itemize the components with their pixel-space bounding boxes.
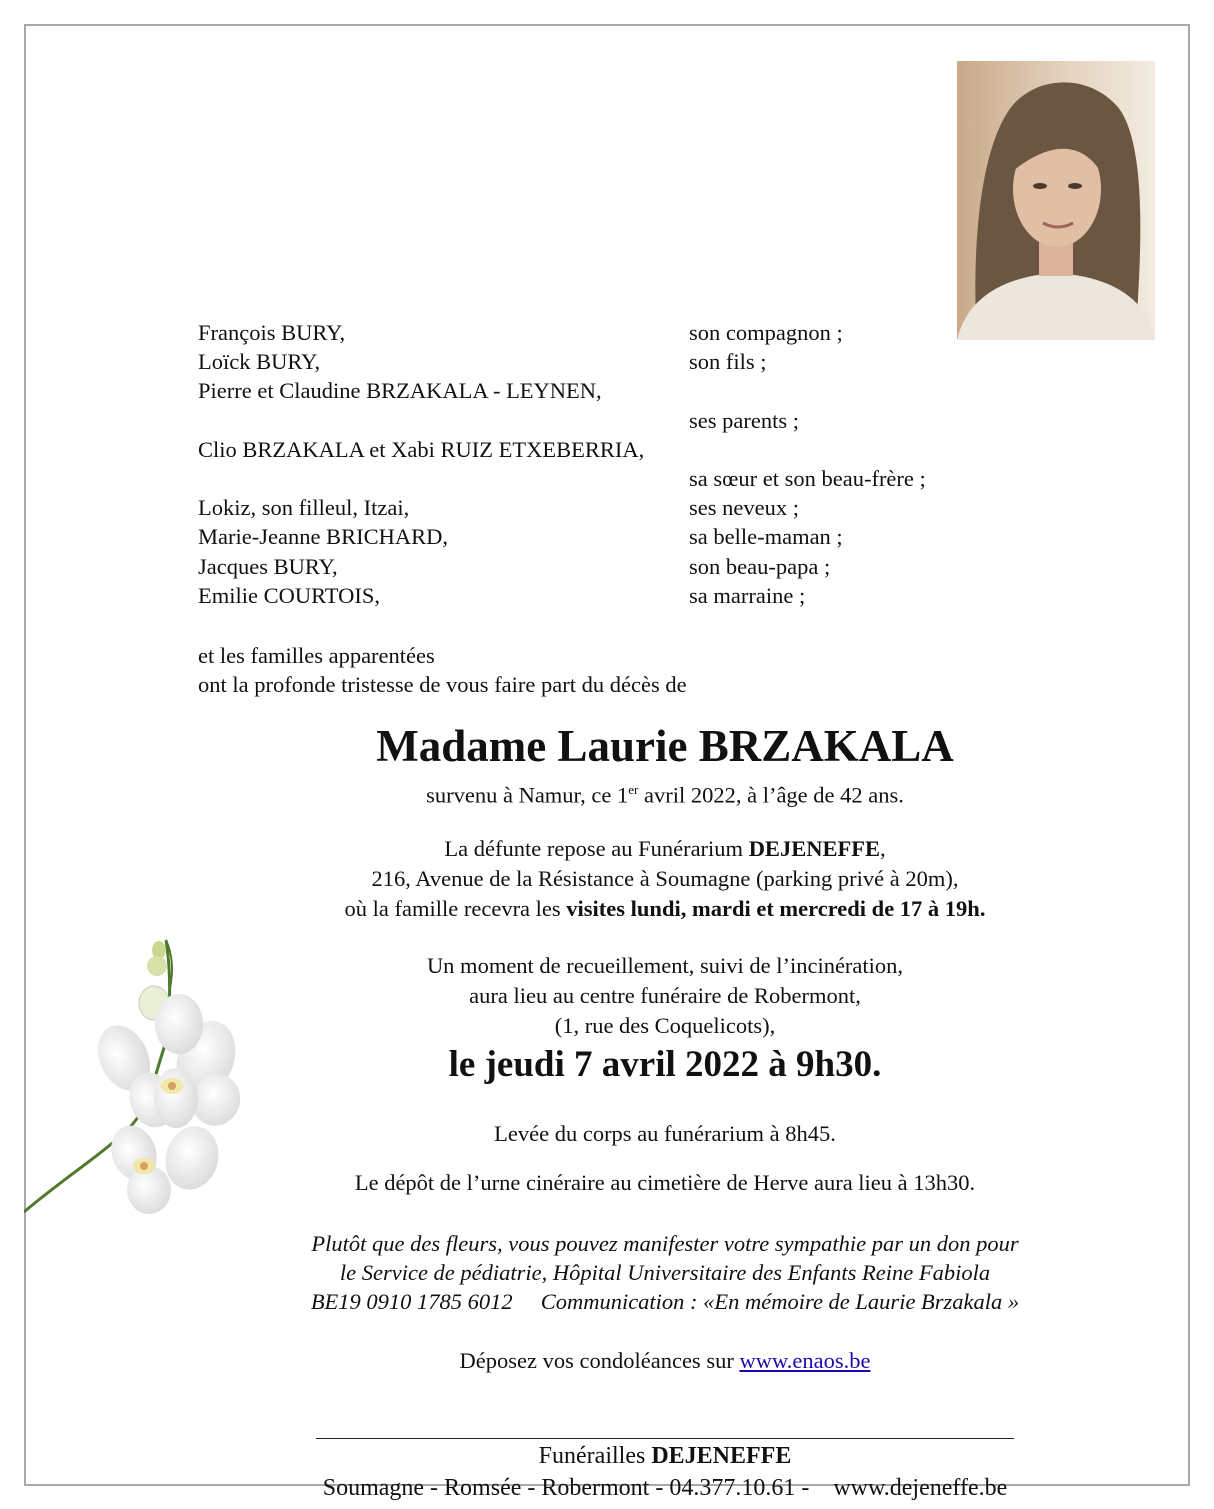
family-row	[198, 522, 998, 551]
family-row	[198, 318, 998, 347]
rest-line-1	[260, 834, 1070, 864]
intro-text	[198, 641, 687, 699]
rest-text: où la famille recevra les	[344, 896, 567, 921]
family-row	[198, 406, 998, 435]
rest-line-2: 216, Avenue de la Résistance à Soumagne (parking privé à 20m),	[371, 866, 959, 891]
family-row	[198, 376, 998, 405]
ceremony-line-1: Un moment de recueillement, suivi de l’incinération,	[426, 953, 904, 978]
footer-company	[260, 1440, 1070, 1472]
portrait-photo	[957, 61, 1155, 340]
intro-line: ont la profonde tristesse de vous faire part du décès de	[198, 672, 687, 698]
condolences-link[interactable]: www.enaos.be	[739, 1348, 871, 1373]
family-member-relation: son fils ;	[689, 349, 767, 375]
visit-hours: visites lundi, mardi et mercredi de 17 à 19h.	[566, 896, 986, 921]
family-member-name: Lokiz, son filleul, Itzai,	[198, 495, 410, 521]
family-row	[198, 435, 998, 464]
family-member-name: Emilie COURTOIS,	[198, 582, 380, 608]
ceremony-line-2: aura lieu au centre funéraire de Robermont,	[469, 983, 861, 1008]
footer-company-name: DEJENEFFE	[651, 1443, 792, 1469]
family-member-relation: ses neveux ;	[689, 495, 799, 521]
footer-divider	[316, 1438, 1014, 1439]
donation-communication: Communication : «En mémoire de Laurie Brzakala »	[540, 1289, 1020, 1314]
family-member-name: Clio BRZAKALA et Xabi RUIZ ETXEBERRIA,	[198, 436, 645, 462]
family-member-name: François BURY,	[198, 320, 346, 345]
urn-text: Le dépôt de l’urne cinéraire au cimetière de Herve aura lieu à 13h30.	[354, 1170, 976, 1195]
donation-iban: BE19 0910 1785 6012	[310, 1289, 513, 1314]
death-details-pre: survenu à Namur, ce 1	[426, 782, 629, 808]
condolences-text: Déposez vos condoléances sur	[459, 1348, 740, 1373]
donation-line-3	[260, 1287, 1070, 1317]
ceremony-line-3: (1, rue des Coquelicots),	[554, 1013, 776, 1038]
family-list	[198, 318, 998, 610]
family-member-relation: sa sœur et son beau-frère ;	[689, 465, 926, 491]
rest-text: La défunte repose au Funérarium	[444, 836, 749, 861]
family-member-name: Loïck BURY,	[198, 349, 321, 375]
family-member-relation: son beau-papa ;	[689, 553, 831, 579]
family-member-relation: sa belle-maman ;	[689, 524, 843, 550]
rest-line-3	[260, 894, 1070, 924]
condolences-line	[260, 1346, 1070, 1376]
rest-text: ,	[879, 836, 886, 861]
intro-line: et les familles apparentées	[198, 643, 435, 668]
deceased-name: Madame Laurie BRZAKALA	[376, 721, 954, 771]
family-member-relation: sa marraine ;	[689, 582, 806, 608]
family-row	[198, 347, 998, 376]
family-member-name: Jacques BURY,	[198, 553, 338, 579]
family-member-name: Marie-Jeanne BRICHARD,	[198, 524, 448, 550]
family-member-name: Pierre et Claudine BRZAKALA - LEYNEN,	[198, 378, 602, 404]
family-row	[198, 464, 998, 493]
footer-contact: Soumagne - Romsée - Robermont - 04.377.10.61 - www.dejeneffe.be	[322, 1475, 1008, 1501]
death-details-post: avril 2022, à l’âge de 42 ans.	[638, 782, 904, 808]
footer-company-pre: Funérailles	[538, 1443, 652, 1469]
family-member-relation: ses parents ;	[689, 407, 799, 433]
ceremony-date: le jeudi 7 avril 2022 à 9h30.	[448, 1044, 882, 1085]
donation-line-2: le Service de pédiatrie, Hôpital Universitaire des Enfants Reine Fabiola	[339, 1260, 991, 1285]
levee-text: Levée du corps au funérarium à 8h45.	[494, 1121, 836, 1146]
orchid-illustration	[24, 928, 286, 1218]
death-details-sup: er	[628, 782, 639, 797]
funerarium-name: DEJENEFFE	[748, 836, 880, 861]
family-member-relation: son compagnon ;	[689, 320, 843, 345]
donation-line-1: Plutôt que des fleurs, vous pouvez manifester votre sympathie par un don pour	[311, 1231, 1019, 1256]
family-row	[198, 581, 998, 610]
family-row	[198, 552, 998, 581]
family-row	[198, 493, 998, 522]
death-details	[260, 775, 1070, 811]
